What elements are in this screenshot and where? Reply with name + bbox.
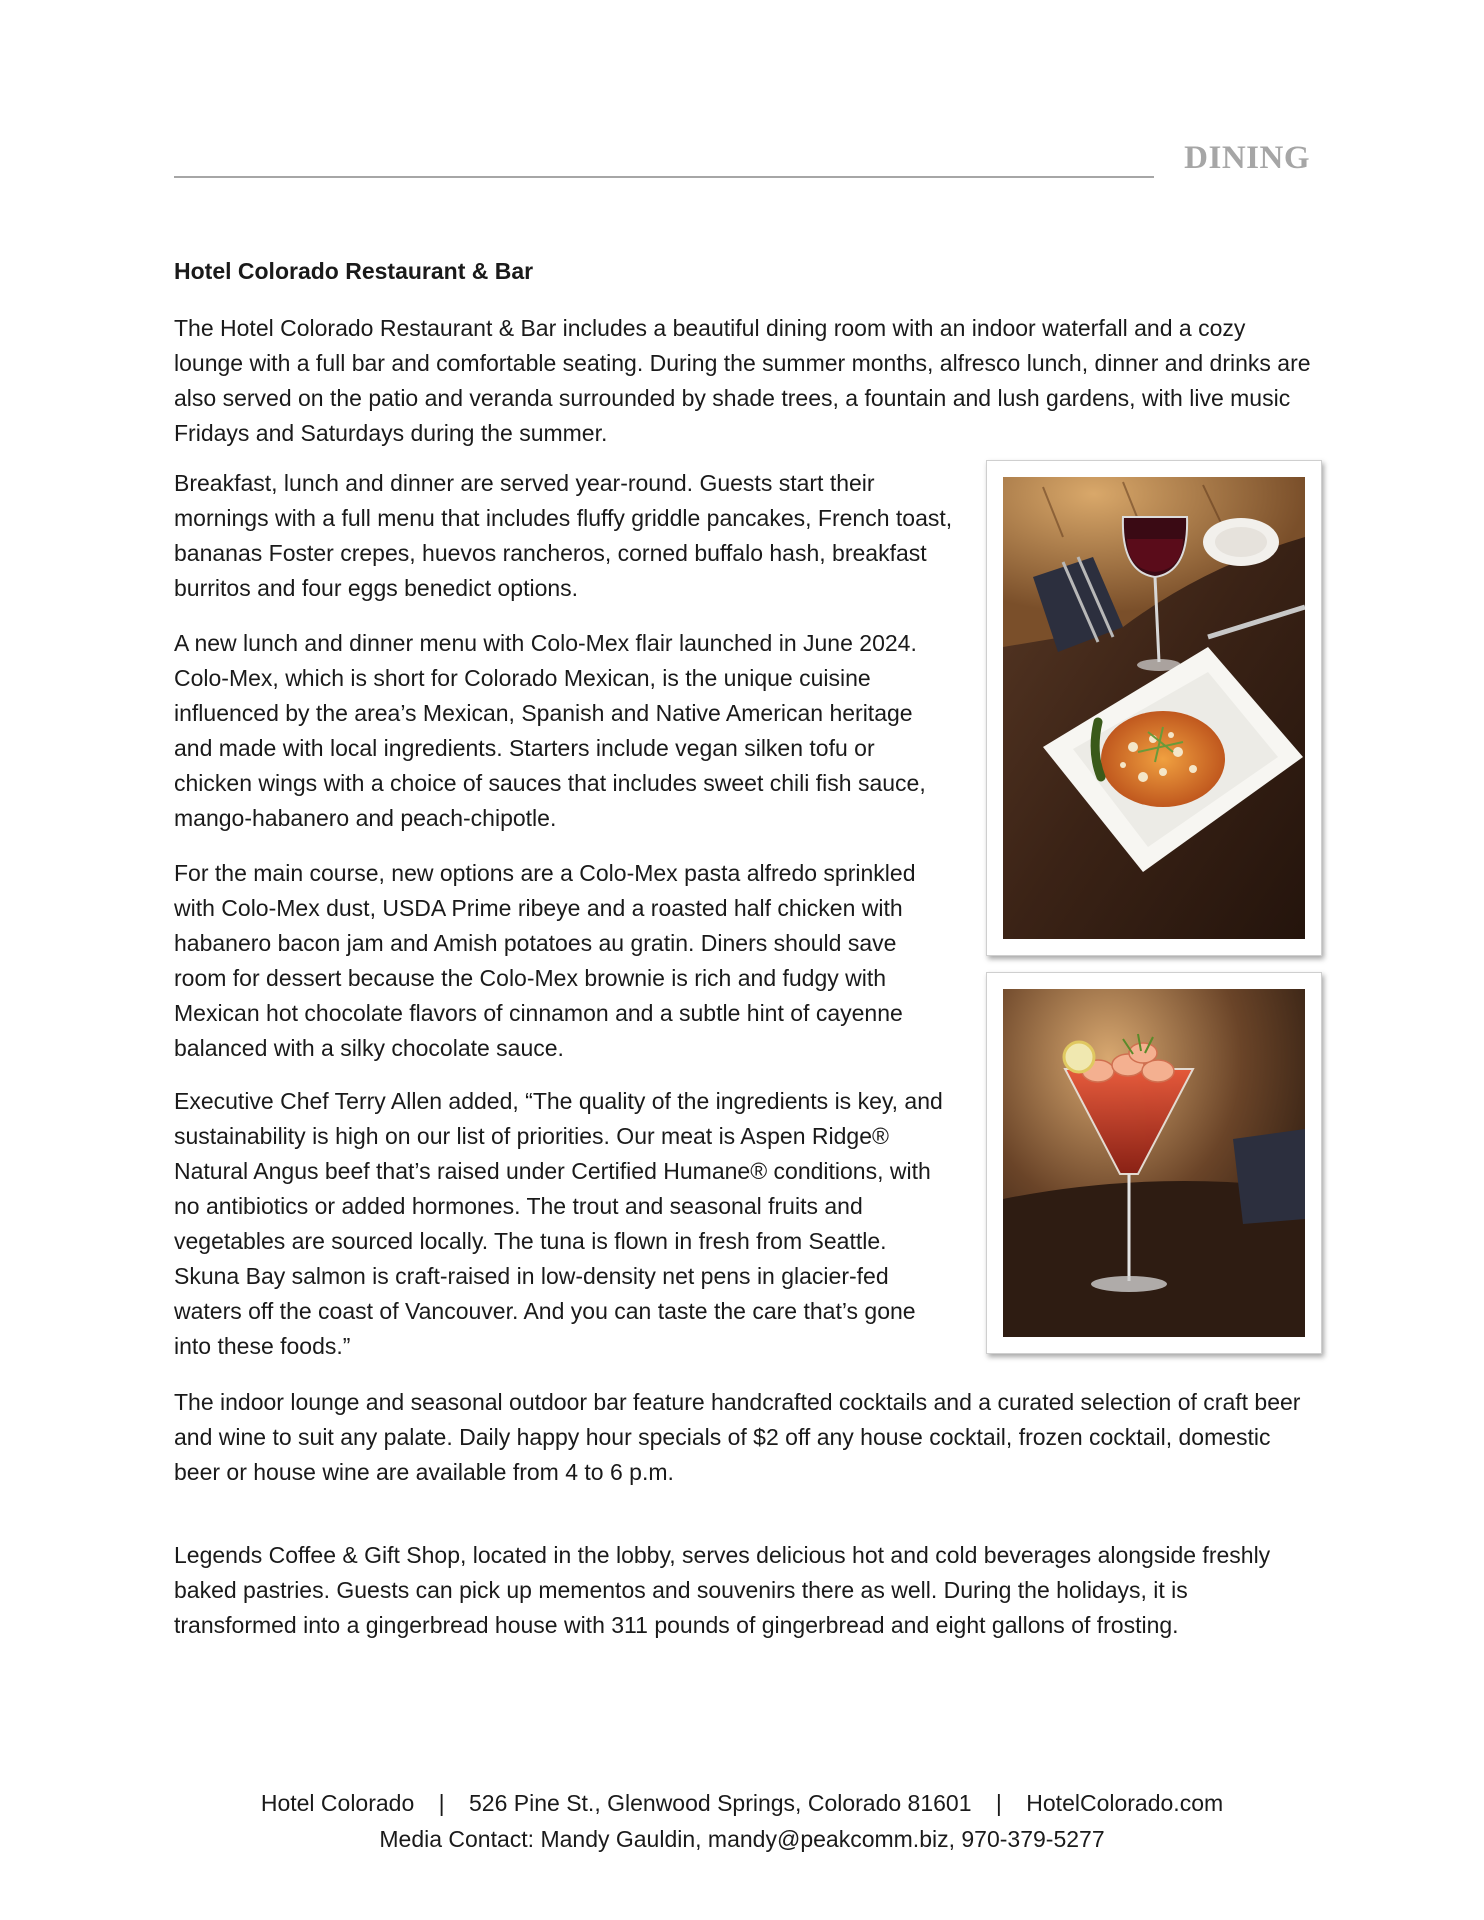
article-paragraph-2 [174,466,954,606]
footer-address: 526 Pine St., Glenwood Springs, Colorado 81601 [469,1790,972,1816]
paragraph-text: The Hotel Colorado Restaurant & Bar includes a beautiful dining room with an indoor waterfall and a cozy lounge with a full bar and comfortable seating. During the summer months, alfresco lunch, dinner and drinks are also served on the patio and veranda surrounded by shade trees, a fountain and lush gardens, with live music Fridays and Saturdays during the summer. [174,315,1311,446]
pasta-photo-image [1003,477,1305,939]
paragraph-text: A new lunch and dinner menu with Colo-Mex flair launched in June 2024. Colo-Mex, which is short for Colorado Mexican, is the unique cuisine influenced by the area’s Mexican, Spanish and Native American heritage and made with local ingredients. Starters include vegan silken tofu or chicken wings with a choice of sauces that includes sweet chili fish sauce, mango-habanero and peach-chipotle. [174,630,926,831]
header-rule [174,176,1154,178]
footer-hotel-name: Hotel Colorado [260,1790,415,1816]
article-title: Hotel Colorado Restaurant & Bar [174,258,534,284]
pasta-photo [986,460,1322,956]
shrimp-cocktail-photo-image [1003,989,1305,1337]
section-label: DINING [1184,140,1310,176]
paragraph-text: Executive Chef Terry Allen added, “The quality of the ingredients is key, and sustainability is high on our list of priorities. Our meat is Aspen Ridge® Natural Angus beef that’s raised under Certified Humane® conditions, with no antibiotics or added hormones. The trout and seasonal fruits and vegetables are sourced locally. The tuna is flown in fresh from Seattle. Skuna Bay salmon is craft-raised in low-density net pens in glacier-fed waters off the coast of Vancouver. And you can taste the care that’s gone into these foods.” [174,1088,943,1359]
footer-separator: | [438,1790,445,1816]
footer-separator: | [995,1790,1002,1816]
footer-website-link[interactable]: HotelColorado.com [1026,1790,1224,1816]
article-paragraph-7 [174,1538,1314,1643]
shrimp-cocktail-photo [986,972,1322,1354]
paragraph-text: For the main course, new options are a Colo-Mex pasta alfredo sprinkled with Colo-Mex dust, USDA Prime ribeye and a roasted half chicken with habanero bacon jam and Amish potatoes au gratin. Diners should save room for dessert because the Colo-Mex brownie is rich and fudgy with Mexican hot chocolate flavors of cinnamon and a subtle hint of cayenne balanced with a silky chocolate sauce. [174,860,916,1061]
article-paragraph-3 [174,626,954,836]
paragraph-text: The indoor lounge and seasonal outdoor bar feature handcrafted cocktails and a curated selection of craft beer and wine to suit any palate. Daily happy hour specials of $2 off any house cocktail, frozen cocktail, domestic beer or house wine are available from 4 to 6 p.m. [174,1389,1301,1485]
article-paragraph-4 [174,856,954,1066]
footer-media-contact: Media Contact: Mandy Gauldin, mandy@peakcomm.biz, 970-379-5277 [379,1826,1105,1852]
paragraph-text: Legends Coffee & Gift Shop, located in the lobby, serves delicious hot and cold beverages alongside freshly baked pastries. Guests can pick up mementos and souvenirs there as well. During the holidays, it is transformed into a gingerbread house with 311 pounds of gingerbread and eight gallons of frosting. [174,1542,1271,1638]
article-paragraph-6 [174,1385,1314,1490]
paragraph-text: Breakfast, lunch and dinner are served year-round. Guests start their mornings with a full menu that includes fluffy griddle pancakes, French toast, bananas Foster crepes, huevos rancheros, corned buffalo hash, breakfast burritos and four eggs benedict options. [174,470,953,601]
article-paragraph-1 [174,311,1314,451]
footer-address-line [0,1790,1484,1817]
article-paragraph-5 [174,1084,954,1364]
